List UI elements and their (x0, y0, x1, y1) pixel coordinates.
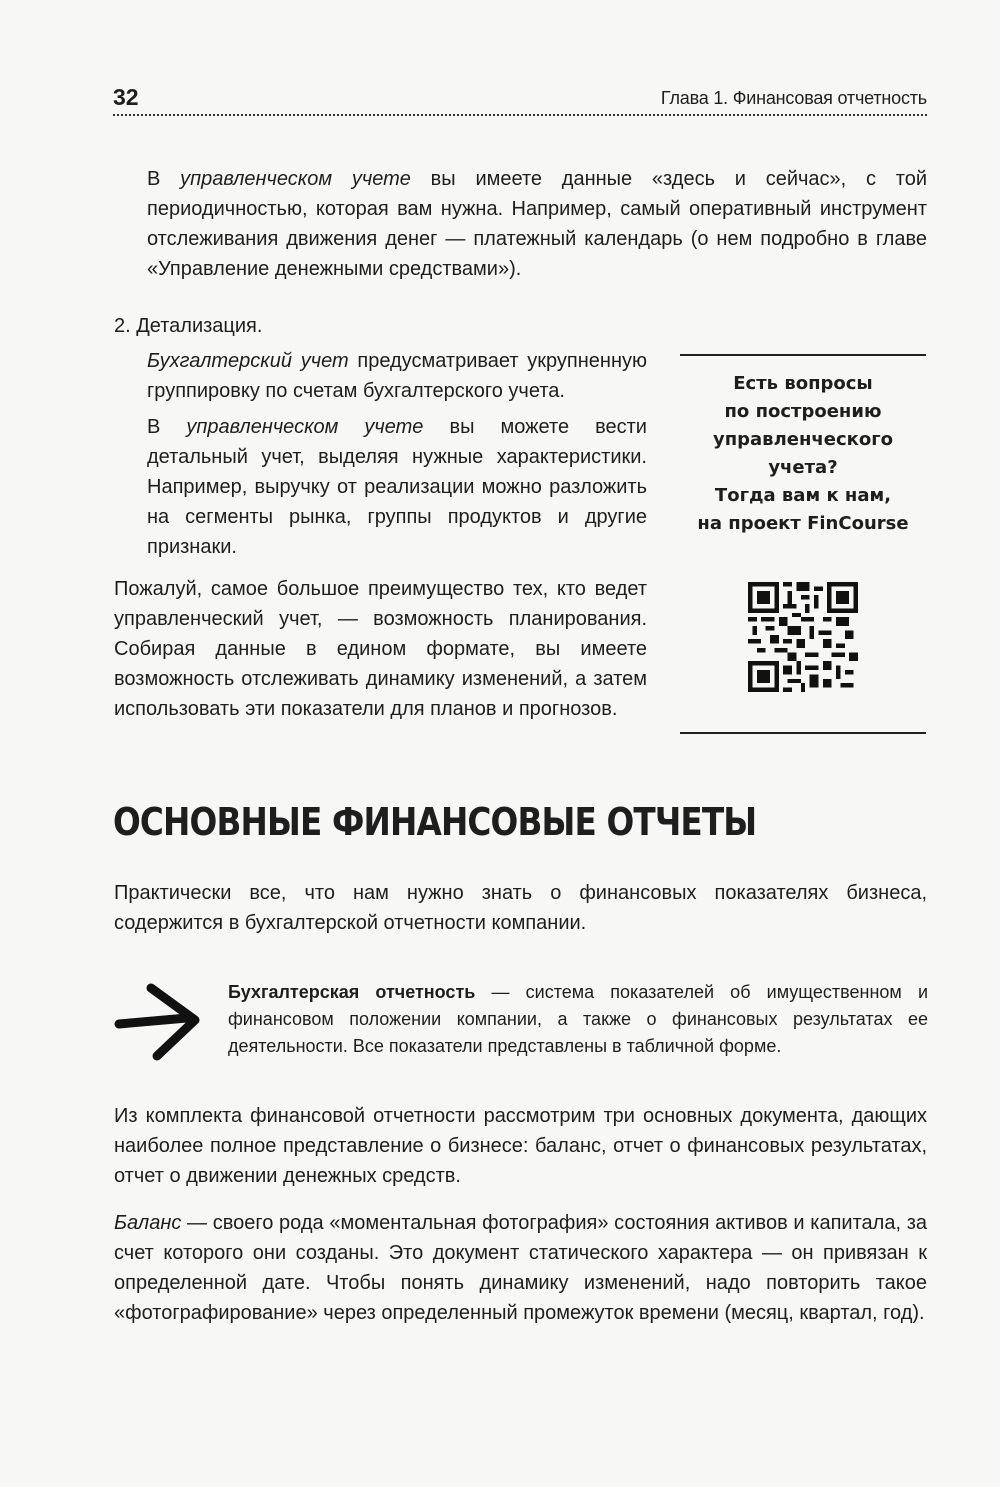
intro-paragraph (147, 164, 927, 284)
accounting-term: Бухгалтерский учет (147, 350, 349, 372)
arrow-right-icon (113, 982, 203, 1062)
chapter-title: Глава 1. Финансовая отчетность (660, 88, 927, 108)
section-intro: Практически все, что нам нужно знать о финансовых показателях бизнеса, содержится в бухгалтерской отчетности компании. (114, 882, 927, 934)
balance-paragraph (114, 1208, 927, 1328)
documents-paragraph: Из комплекта финансовой отчетности рассмотрим три основных документа, дающих наиболее полное представление о бизнесе: баланс, отчет о финансовых результатах, отчет о движении денежных средств. (114, 1105, 927, 1187)
sidebar-line: по построению (724, 401, 882, 422)
section-heading: ОСНОВНЫЕ ФИНАНСОВЫЕ ОТЧЕТЫ (113, 800, 757, 844)
sidebar-text (680, 370, 926, 538)
management-detail-paragraph (147, 412, 647, 562)
sidebar-line: на проект FinCourse (697, 513, 909, 534)
definition-term: Бухгалтерская отчетность (228, 982, 476, 1002)
definition-box (228, 979, 928, 1060)
intro-term: управленческом учете (180, 168, 411, 190)
sidebar-line: учета? (768, 457, 838, 478)
balance-term: Баланс (114, 1212, 182, 1234)
balance-text: — своего рода «моментальная фотография» состояния активов и капитала, за счет которого они созданы. Это документ статического характера — он привязан к определенной дате. Чтобы понять динамику изменений, надо повторить такое «фотографирование» через определенный промежуток времени (месяц, квартал, год). (114, 1212, 927, 1324)
fincourse-sidebar (680, 354, 926, 734)
sidebar-line: Есть вопросы (733, 373, 873, 394)
accounting-paragraph (147, 346, 647, 406)
detail-lead: В (147, 416, 187, 438)
sidebar-line: управленческого (712, 429, 893, 450)
accounting-rest: предусматривает укрупненную группировку по счетам бухгалтерского учета. (147, 350, 647, 402)
qr-code-icon[interactable] (748, 582, 858, 692)
planning-paragraph: Пожалуй, самое большое преимущество тех, кто ведет управленческий учет, — возможность планирования. Собирая данные в едином формате, вы имеете возможность отслеживать динамику изменений, а затем использовать эти показатели для планов и прогнозов. (114, 578, 647, 720)
detail-term: управленческом учете (186, 416, 424, 438)
intro-lead: В (147, 168, 181, 190)
page-header (113, 84, 927, 116)
detail-rest: вы можете вести детальный учет, выделяя нужные характеристики. Например, выручку от реализации можно разложить на сегменты рынка, группы продуктов и другие признаки. (147, 416, 647, 558)
sidebar-line: Тогда вам к нам, (714, 485, 892, 506)
page-number: 32 (113, 84, 139, 110)
intro-rest: вы имеете данные «здесь и сейчас», с той периодичностью, которая вам нужна. Например, самый оперативный инструмент отслеживания движения денег — платежный календарь (о нем подробно в главе «Управление денежными средствами»). (147, 168, 928, 280)
list-item-label: 2. Детализация. (114, 315, 263, 337)
definition-text: — система показателей об имущественном и финансовом положении компании, а также о финансовых результатах ее деятельности. Все показатели представлены в табличной форме. (228, 982, 928, 1056)
